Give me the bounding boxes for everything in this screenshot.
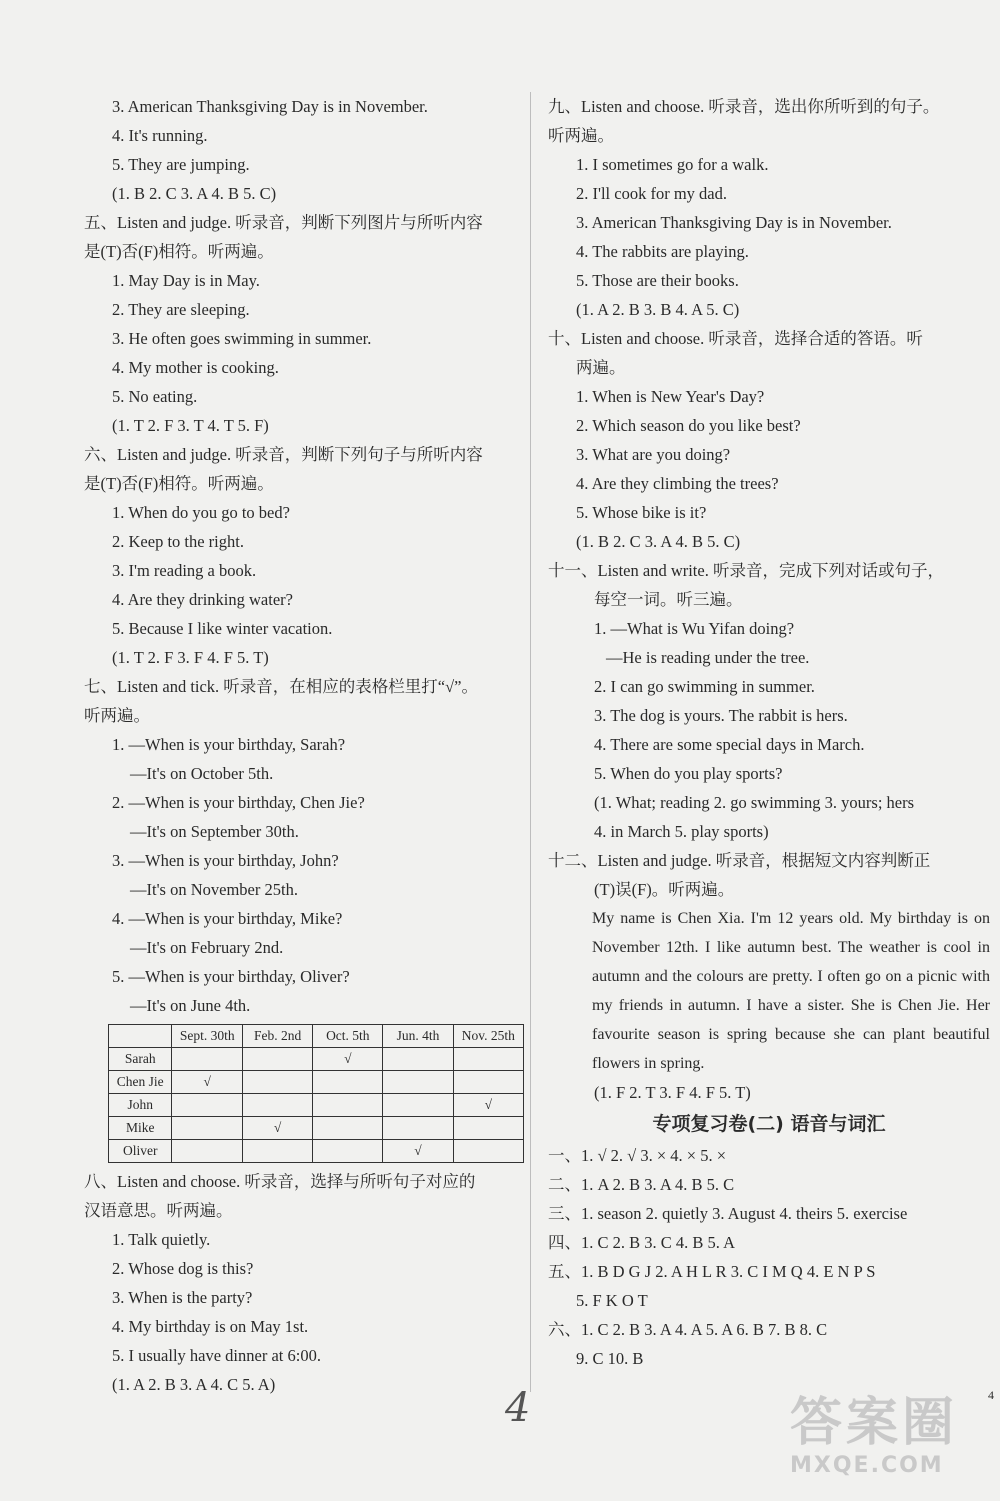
- text-line: 二、1. A 2. B 3. A 4. B 5. C: [548, 1175, 735, 1194]
- table-header-cell: [109, 1025, 172, 1048]
- text-line: 1. When do you go to bed?: [112, 503, 290, 522]
- right-column: [548, 92, 990, 1373]
- text-line: 每空一词。听三遍。: [594, 590, 743, 609]
- right-lines-2: [548, 1141, 990, 1373]
- text-line: 八、Listen and choose. 听录音，选择与所听句子对应的: [84, 1172, 476, 1191]
- text-line: 9. C 10. B: [576, 1349, 644, 1368]
- tick-cell: √: [383, 1140, 453, 1163]
- text-line: 1. When is New Year's Day?: [576, 387, 765, 406]
- text-line: 4. The rabbits are playing.: [576, 242, 749, 261]
- tick-cell: [453, 1117, 523, 1140]
- text-line: 九、Listen and choose. 听录音，选出你所听到的句子。: [548, 97, 940, 116]
- text-line: 2. They are sleeping.: [112, 300, 250, 319]
- tick-cell: [313, 1140, 383, 1163]
- text-line: 2. Keep to the right.: [112, 532, 244, 551]
- text-line: 三、1. season 2. quietly 3. August 4. theirs 5. exercise: [548, 1204, 908, 1223]
- text-line: (1. A 2. B 3. B 4. A 5. C): [576, 300, 740, 319]
- passage-text: My name is Chen Xia. I'm 12 years old. My birthday is on November 12th. I like autumn best. The weather is cool in autumn and the colours are pretty. I often go on a picnic with my friends in autumn. I have a sister. She is Chen Jie. Her favourite season is spring because she can plant beautiful flowers in spring.: [592, 910, 990, 1072]
- passage-answer: (1. F 2. T 3. F 4. F 5. T): [594, 1083, 751, 1102]
- tick-cell: [383, 1071, 453, 1094]
- text-line: 五、Listen and judge. 听录音，判断下列图片与所听内容: [84, 213, 483, 232]
- text-line: 3. American Thanksgiving Day is in November.: [112, 97, 428, 116]
- tick-cell: [172, 1117, 243, 1140]
- tick-cell: [383, 1117, 453, 1140]
- text-line: 2. I'll cook for my dad.: [576, 184, 727, 203]
- text-line: 2. Which season do you like best?: [576, 416, 801, 435]
- text-line: 5. Because I like winter vacation.: [112, 619, 333, 638]
- text-line: 4. Are they drinking water?: [112, 590, 293, 609]
- tick-cell: [242, 1094, 312, 1117]
- tick-cell: [313, 1117, 383, 1140]
- row-name-cell: Oliver: [109, 1140, 172, 1163]
- text-line: 1. Talk quietly.: [112, 1230, 211, 1249]
- table-row: [109, 1140, 524, 1163]
- text-line: 四、1. C 2. B 3. C 4. B 5. A: [548, 1233, 736, 1252]
- tick-cell: √: [242, 1117, 312, 1140]
- text-line: 六、1. C 2. B 3. A 4. A 5. A 6. B 7. B 8. C: [548, 1320, 828, 1339]
- text-line: 1. I sometimes go for a walk.: [576, 155, 769, 174]
- text-line: (T)误(F)。听两遍。: [594, 880, 735, 899]
- text-line: 是(T)否(F)相符。听两遍。: [84, 474, 274, 493]
- tick-cell: [172, 1094, 243, 1117]
- row-name-cell: Chen Jie: [109, 1071, 172, 1094]
- table-row: [109, 1117, 524, 1140]
- text-line: 5. No eating.: [112, 387, 198, 406]
- left-lines-2: [84, 1167, 524, 1399]
- text-line: —It's on November 25th.: [130, 880, 298, 899]
- text-line: 3. I'm reading a book.: [112, 561, 257, 580]
- text-line: —It's on October 5th.: [130, 764, 274, 783]
- handwritten-page-number: 4: [505, 1385, 531, 1431]
- table-header-cell: Feb. 2nd: [242, 1025, 312, 1048]
- text-line: (1. B 2. C 3. A 4. B 5. C): [112, 184, 277, 203]
- text-line: 4. in March 5. play sports): [594, 822, 769, 841]
- text-line: —It's on June 4th.: [130, 996, 251, 1015]
- table-header-cell: Jun. 4th: [383, 1025, 453, 1048]
- tick-cell: [453, 1071, 523, 1094]
- text-line: 是(T)否(F)相符。听两遍。: [84, 242, 274, 261]
- tick-cell: [242, 1048, 312, 1071]
- text-line: 5. —When is your birthday, Oliver?: [112, 967, 350, 986]
- watermark-text: 答案圈: [790, 1393, 959, 1453]
- tick-cell: √: [453, 1094, 523, 1117]
- text-line: 十一、Listen and write. 听录音，完成下列对话或句子，: [548, 561, 944, 580]
- text-line: 3. When is the party?: [112, 1288, 253, 1307]
- text-line: 5. I usually have dinner at 6:00.: [112, 1346, 321, 1365]
- text-line: 4. My mother is cooking.: [112, 358, 279, 377]
- row-name-cell: Sarah: [109, 1048, 172, 1071]
- text-line: —He is reading under the tree.: [606, 648, 810, 667]
- tick-cell: [453, 1048, 523, 1071]
- text-line: 听两遍。: [548, 126, 614, 145]
- birthday-tick-table: [108, 1024, 524, 1163]
- text-line: (1. B 2. C 3. A 4. B 5. C): [576, 532, 741, 551]
- left-column: [84, 92, 524, 1399]
- text-line: 3. What are you doing?: [576, 445, 731, 464]
- text-line: 十、Listen and choose. 听录音，选择合适的答语。听: [548, 329, 923, 348]
- tick-cell: [313, 1071, 383, 1094]
- text-line: 5. Whose bike is it?: [576, 503, 707, 522]
- text-line: 4. It's running.: [112, 126, 208, 145]
- text-line: 5. When do you play sports?: [594, 764, 783, 783]
- text-line: 4. My birthday is on May 1st.: [112, 1317, 309, 1336]
- tick-cell: [383, 1048, 453, 1071]
- table-header-cell: Sept. 30th: [172, 1025, 243, 1048]
- tick-cell: [242, 1071, 312, 1094]
- tick-cell: [313, 1094, 383, 1117]
- text-line: 5. Those are their books.: [576, 271, 739, 290]
- section-title: 专项复习卷(二) 语音与词汇: [652, 1113, 886, 1135]
- text-line: 4. There are some special days in March.: [594, 735, 865, 754]
- text-line: 1. —When is your birthday, Sarah?: [112, 735, 346, 754]
- text-line: 一、1. √ 2. √ 3. × 4. × 5. ×: [548, 1146, 727, 1165]
- text-line: —It's on February 2nd.: [130, 938, 284, 957]
- table-header-cell: Oct. 5th: [313, 1025, 383, 1048]
- text-line: 4. —When is your birthday, Mike?: [112, 909, 343, 928]
- text-line: 2. I can go swimming in summer.: [594, 677, 815, 696]
- text-line: 4. Are they climbing the trees?: [576, 474, 779, 493]
- text-line: 六、Listen and judge. 听录音，判断下列句子与所听内容: [84, 445, 483, 464]
- text-line: (1. A 2. B 3. A 4. C 5. A): [112, 1375, 276, 1394]
- watermark-url: MXQE.COM: [790, 1453, 944, 1478]
- page-number: 4: [988, 1388, 994, 1402]
- row-name-cell: Mike: [109, 1117, 172, 1140]
- table-row: [109, 1071, 524, 1094]
- left-lines: [84, 92, 524, 1020]
- text-line: 汉语意思。听两遍。: [84, 1201, 233, 1220]
- table-row: [109, 1094, 524, 1117]
- watermark-logo: [790, 1393, 990, 1493]
- tick-cell: [172, 1048, 243, 1071]
- text-line: (1. T 2. F 3. F 4. F 5. T): [112, 648, 269, 667]
- text-line: 3. —When is your birthday, John?: [112, 851, 339, 870]
- table-header-cell: Nov. 25th: [453, 1025, 523, 1048]
- text-line: (1. What; reading 2. go swimming 3. yours; hers: [594, 793, 915, 812]
- text-line: (1. T 2. F 3. T 4. T 5. F): [112, 416, 269, 435]
- tick-cell: [172, 1140, 243, 1163]
- text-line: 听两遍。: [84, 706, 150, 725]
- tick-cell: √: [172, 1071, 243, 1094]
- text-line: 3. He often goes swimming in summer.: [112, 329, 372, 348]
- tick-cell: [383, 1094, 453, 1117]
- tick-cell: [242, 1140, 312, 1163]
- row-name-cell: John: [109, 1094, 172, 1117]
- text-line: 两遍。: [576, 358, 626, 377]
- text-line: 2. —When is your birthday, Chen Jie?: [112, 793, 365, 812]
- text-line: 3. American Thanksgiving Day is in November.: [576, 213, 892, 232]
- text-line: 1. —What is Wu Yifan doing?: [594, 619, 795, 638]
- tick-cell: [453, 1140, 523, 1163]
- column-divider: [530, 92, 531, 1392]
- tick-cell: √: [313, 1048, 383, 1071]
- text-line: 3. The dog is yours. The rabbit is hers.: [594, 706, 848, 725]
- table-row: [109, 1048, 524, 1071]
- text-line: 七、Listen and tick. 听录音，在相应的表格栏里打“√”。: [84, 677, 479, 696]
- text-line: —It's on September 30th.: [130, 822, 299, 841]
- text-line: 五、1. B D G J 2. A H L R 3. C I M Q 4. E N P S: [548, 1262, 876, 1281]
- text-line: 5. They are jumping.: [112, 155, 250, 174]
- text-line: 5. F K O T: [576, 1291, 648, 1310]
- text-line: 2. Whose dog is this?: [112, 1259, 254, 1278]
- right-lines: [548, 92, 990, 904]
- text-line: 1. May Day is in May.: [112, 271, 260, 290]
- text-line: 十二、Listen and judge. 听录音，根据短文内容判断正: [548, 851, 931, 870]
